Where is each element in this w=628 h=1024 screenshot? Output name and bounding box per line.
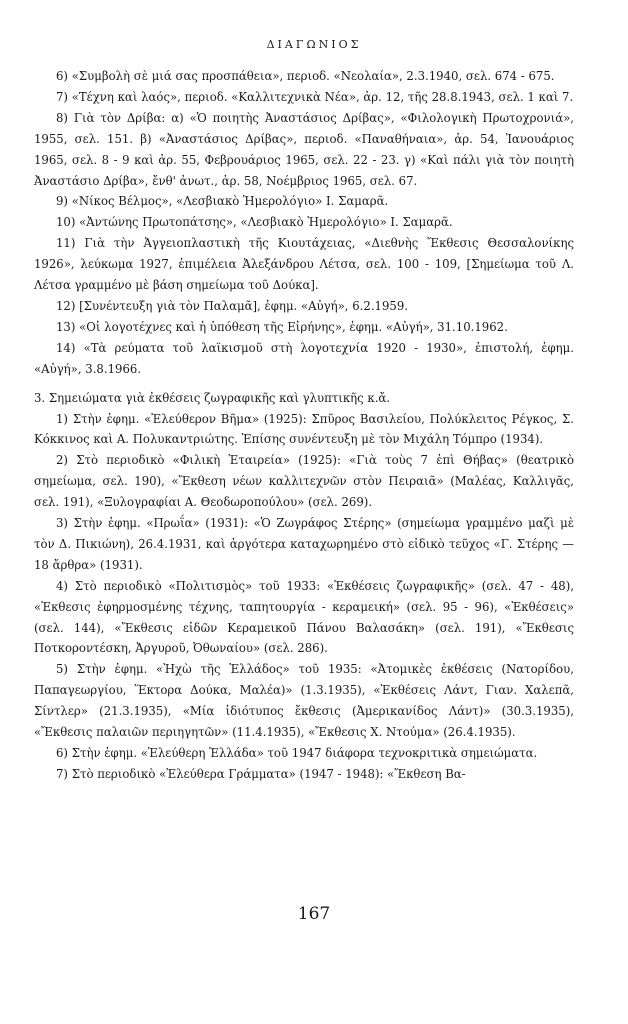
page-number: 167 <box>297 904 331 924</box>
note-11: 11) Γιὰ τὴν Ἀγγειοπλαστικὴ τῆς Κιουτάχειας, «Διεθνὴς Ἔκθεσις Θεσσαλονίκης 1926», λεύκωμα 1927, ἐπιμέλεια Ἀλεξάνδρου Λέτσα, σελ. 100 - 109, [Σημείωμα τοῦ Λ. Λέτσα γραμμένο μὲ βάση σημείωμα τοῦ Δούκα]. <box>34 236 574 293</box>
section-heading: 3. Σημειώματα γιὰ ἐκθέσεις ζωγραφικῆς καὶ γλυπτικῆς κ.ἄ. <box>34 390 391 405</box>
note-13: 13) «Οἱ λογοτέχνες καὶ ἡ ὑπόθεση τῆς Εἰρήνης», ἐφημ. «Αὐγή», 31.10.1962. <box>56 319 508 334</box>
section-note-7: 7) Στὸ περιοδικὸ «Ἐλεύθερα Γράμματα» (1947 - 1948): «Ἔκθεση Βα- <box>56 766 466 781</box>
running-header: ΔΙΑΓΩΝΙΟΣ <box>266 38 362 51</box>
note-10: 10) «Ἀντώνης Πρωτοπάτσης», «Λεσβιακὸ Ἡμερολόγιο» Ι. Σαμαρᾶ. <box>56 215 453 230</box>
section-note-5: 5) Στὴν ἐφημ. «Ἠχὼ τῆς Ἑλλάδος» τοῦ 1935: «Ἀτομικὲς ἐκθέσεις (Νατορίδου, Παπαγεωργίου, Ἕκτορα Δούκα, Μαλέα)» (1.3.1935), «Ἐκθέσεις Λάντ, Γιαν. Χαλεπᾶ, Σίντλερ» (21.3.1935), «Μία ἰδιότυπος ἔκθεσις (Ἀμερικανίδος Λάντ)» (30.3.1935), «Ἔκθεσις παλαιῶν περιηγητῶν» (11.4.1935), «Ἔκθεσις Χ. Ντούμα» (26.4.1935). <box>34 662 574 740</box>
section-note-1: 1) Στὴν ἐφημ. «Ἐλεύθερον Βῆμα» (1925): Σπῦρος Βασιλείου, Πολύκλειτος Ρέγκος, Σ. Κόκκινος καὶ Α. Πολυκαντριώτης. Ἐπίσης συνέντευξη μὲ τὸν Μιχάλη Τόμπρο (1934). <box>34 411 574 447</box>
section-note-6: 6) Στὴν ἐφημ. «Ἐλεύθερη Ἑλλάδα» τοῦ 1947 διάφορα τεχνοκριτικὰ σημειώματα. <box>56 746 538 760</box>
section-note-2: 2) Στὸ περιοδικὸ «Φιλικὴ Ἑταιρεία» (1925): «Γιὰ τοὺς 7 ἐπὶ Θήβας» (θεατρικὸ σημείωμα, σελ. 190), «Ἔκθεση νέων καλλιτεχνῶν στὸν Πειραιᾶ» (Μαλέας, Καλλιγᾶς, σελ. 191), «Ξυλογραφίαι Α. Θεοδωροπούλου» (σελ. 269). <box>34 453 574 510</box>
note-12: 12) [Συνέντευξη γιὰ τὸν Παλαμᾶ], ἐφημ. «Αὐγή», 6.2.1959. <box>56 298 408 313</box>
note-6: 6) «Συμβολὴ σὲ μιά σας προσπάθεια», περιοδ. «Νεολαία», 2.3.1940, σελ. 674 - 675. <box>56 69 555 83</box>
note-7: 7) «Τέχνη καὶ λαός», περιοδ. «Καλλιτεχνικὰ Νέα», ἀρ. 12, τῆς 28.8.1943, σελ. 1 καὶ 7. <box>56 89 574 104</box>
section-note-4: 4) Στὸ περιοδικὸ «Πολιτισμὸς» τοῦ 1933: «Ἐκθέσεις ζωγραφικῆς» (σελ. 47 - 48), «Ἐκθεσις ἐφηρμοσμένης τέχνης, ταπητουργία - κεραμεική» (σελ. 95 - 96), «Ἐκθέσεις» (σελ. 144), «Ἔκθεσις εἰδῶν Κεραμεικοῦ Πάνου Βαλασάκη» (σελ. 191), «Ἔκθεσις Ποτκοροντέσκη, Ἀργυροῦ, Ὀθωναίου» (σελ. 286). <box>34 578 574 656</box>
section-note-3: 3) Στὴν ἐφημ. «Πρωΐα» (1931): «Ὁ Ζωγράφος Στέρης» (σημείωμα γραμμένο μαζὶ μὲ τὸν Δ. Πικιώνη), 26.4.1931, καὶ ἀργότερα καταχωρημένο στὸ εἰδικὸ τεῦχος «Γ. Στέρης — 18 ἄρθρα» (1931). <box>34 516 574 572</box>
note-14: 14) «Τὰ ρεύματα τοῦ λαϊκισμοῦ στὴ λογοτεχνία 1920 - 1930», ἐπιστολή, ἐφημ. «Αὐγή», 3.8.1966. <box>34 340 574 376</box>
note-9: 9) «Νίκος Βέλμος», «Λεσβιακὸ Ἡμερολόγιο» Ι. Σαμαρᾶ. <box>56 194 389 209</box>
page-body <box>34 66 574 785</box>
note-8: 8) Γιὰ τὸν Δρίβα: α) «Ὁ ποιητὴς Ἀναστάσιος Δρίβας», «Φιλολογικὴ Πρωτοχρονιά», 1955, σελ. 151. β) «Ἀναστάσιος Δρίβας», περιοδ. «Παναθήναια», ἀρ. 54, Ἰανουάριος 1965, σελ. 8 - 9 καὶ ἀρ. 55, Φεβρουάριος 1965, σελ. 22 - 23. γ) «Καὶ πάλι γιὰ τὸν ποιητὴ Ἀναστάσιο Δρίβα», ἔνθ' ἀνωτ., ἀρ. 58, Νοέμβριος 1965, σελ. 67. <box>34 110 574 188</box>
